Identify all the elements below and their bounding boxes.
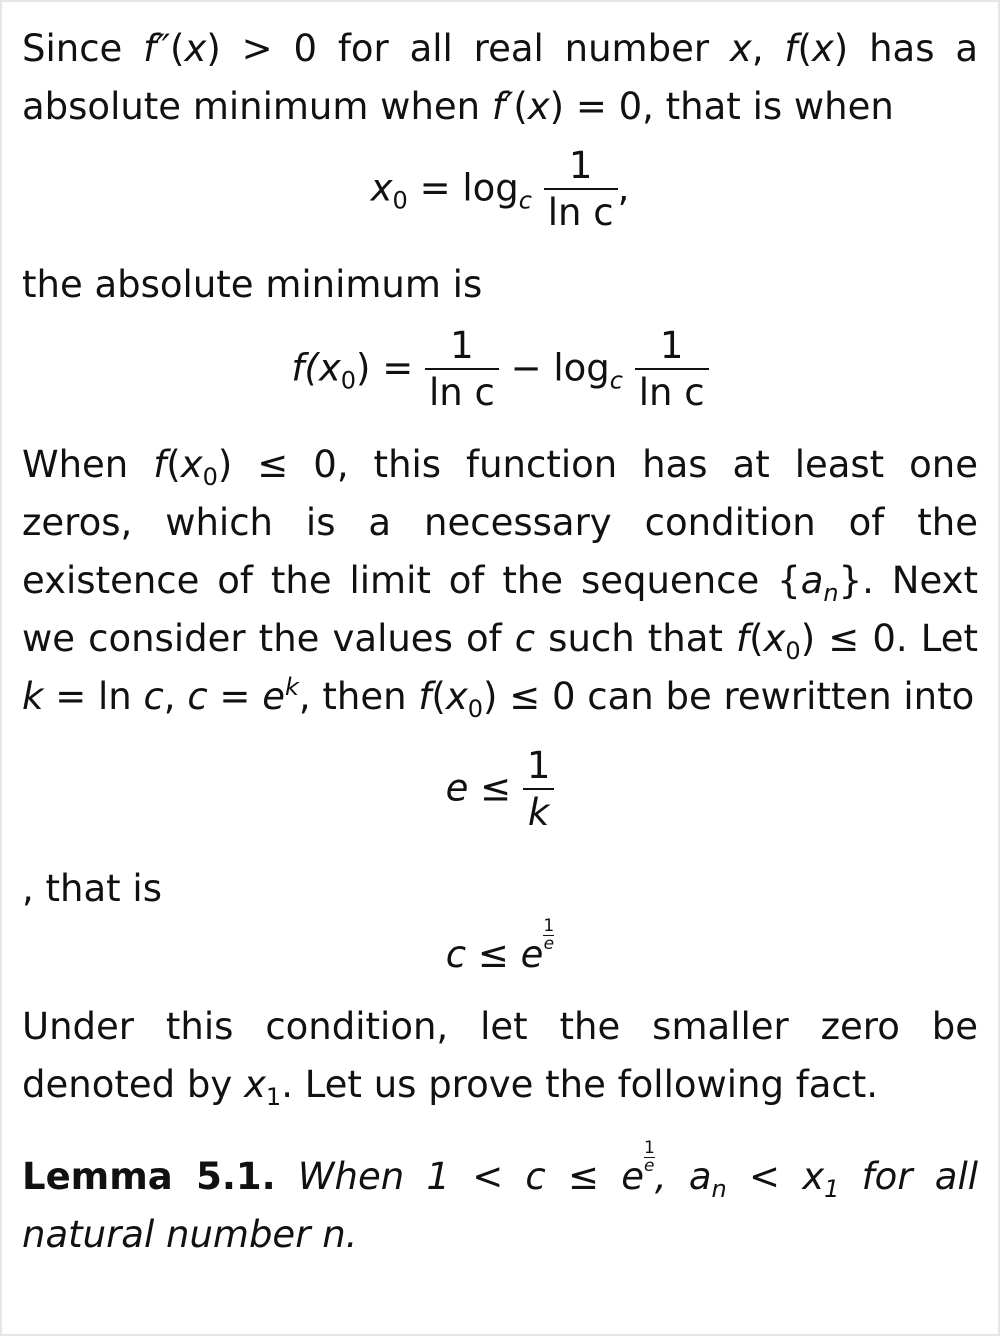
paragraph-that-is: , that is (22, 867, 162, 910)
text: , (163, 675, 188, 718)
text: for all natural number (22, 1155, 978, 1256)
log-base: c (609, 366, 623, 395)
text: }. Next we consider the values of (22, 559, 979, 660)
math-op: − log (498, 346, 610, 390)
text: can be rewritten into (575, 675, 975, 718)
math-op: = log (407, 166, 519, 210)
fraction (425, 324, 499, 416)
paragraph-smaller-zero: Under this condition, let the smaller zero be denoted by $x_1$. Let us prove the following fact. (22, 1005, 978, 1111)
denominator: ln c (544, 188, 618, 236)
exponent-fraction (543, 918, 554, 953)
numerator: 1 (526, 744, 551, 787)
log-base: c (518, 186, 532, 215)
paragraph-absolute-minimum: the absolute minimum is (22, 263, 483, 306)
fraction (635, 324, 709, 416)
text: , (751, 27, 785, 70)
text: has a absolute minimum when (22, 27, 978, 128)
equation-e-bound (22, 744, 978, 856)
paragraph-minimum-condition: Since f″(x) > 0 for all real number x, f(x) has a absolute minimum when f′(x) = 0, that is when (22, 27, 978, 128)
text: , this function has at least one zeros, which is a necessary condition of the existence of the limit of the sequence { (22, 443, 979, 602)
text: , that is when (642, 85, 894, 128)
denominator: k (523, 788, 555, 836)
numerator: 1 (543, 916, 555, 936)
equation-c-bound (22, 918, 978, 998)
math-comma: , (617, 166, 630, 210)
text: . Let (895, 617, 978, 660)
text: Since (22, 27, 144, 70)
fraction (544, 144, 618, 236)
numerator: 1 (450, 324, 474, 367)
math-op: ) = (356, 346, 425, 390)
math-f-double-prime: f″ (143, 27, 171, 70)
denominator: ln c (425, 368, 499, 416)
numerator: 1 (568, 144, 593, 187)
numerator: 1 (659, 324, 684, 367)
equation-f-x0 (22, 324, 978, 436)
denominator: e (543, 934, 555, 954)
math-x: x (729, 27, 752, 70)
lemma-5-1: Lemma 5.1. When 1 < c ≤ e $\frac{1}{e}$ , $a_n < x_1$ for all natural number n. (22, 1138, 978, 1256)
math-f: f (784, 27, 798, 70)
text: When 1 < c ≤ e (275, 1155, 645, 1198)
exponent-fraction: $\frac{1}{e}$ (644, 1138, 655, 1176)
math-var: c ≤ e (445, 933, 544, 976)
text: . (345, 1213, 358, 1256)
text: for all real number (317, 27, 730, 70)
math-var: x (370, 166, 393, 210)
text: When (22, 443, 154, 486)
math-var: e ≤ (445, 766, 523, 810)
subscript: 0 (340, 366, 357, 395)
lemma-label: Lemma 5.1. (22, 1155, 276, 1198)
fraction (523, 744, 555, 836)
text: such that (535, 617, 737, 660)
denominator: ln c (635, 368, 709, 416)
text: , (654, 1155, 689, 1198)
paragraph-zeros-condition: When $f(x_0) \le 0$, this function has at least one zeros, which is a necessary condition of the existence of the limit of the sequence $\{a_n\}$. Next we consider the values of c such that $f(x_0) \le 0$. Let k = ln c, $c = e^k$, then $f(x_0) \le 0$ can be rewritten into (22, 443, 979, 723)
math-f-prime: f′ (491, 85, 514, 128)
subscript: 0 (392, 186, 408, 215)
text: . Let us prove the following fact. (281, 1063, 879, 1106)
math-var: f(x (291, 346, 341, 390)
equation-x0 (22, 144, 978, 256)
text: Under this condition, let the smaller zero be denoted by (22, 1005, 978, 1106)
text: , then (298, 675, 419, 718)
